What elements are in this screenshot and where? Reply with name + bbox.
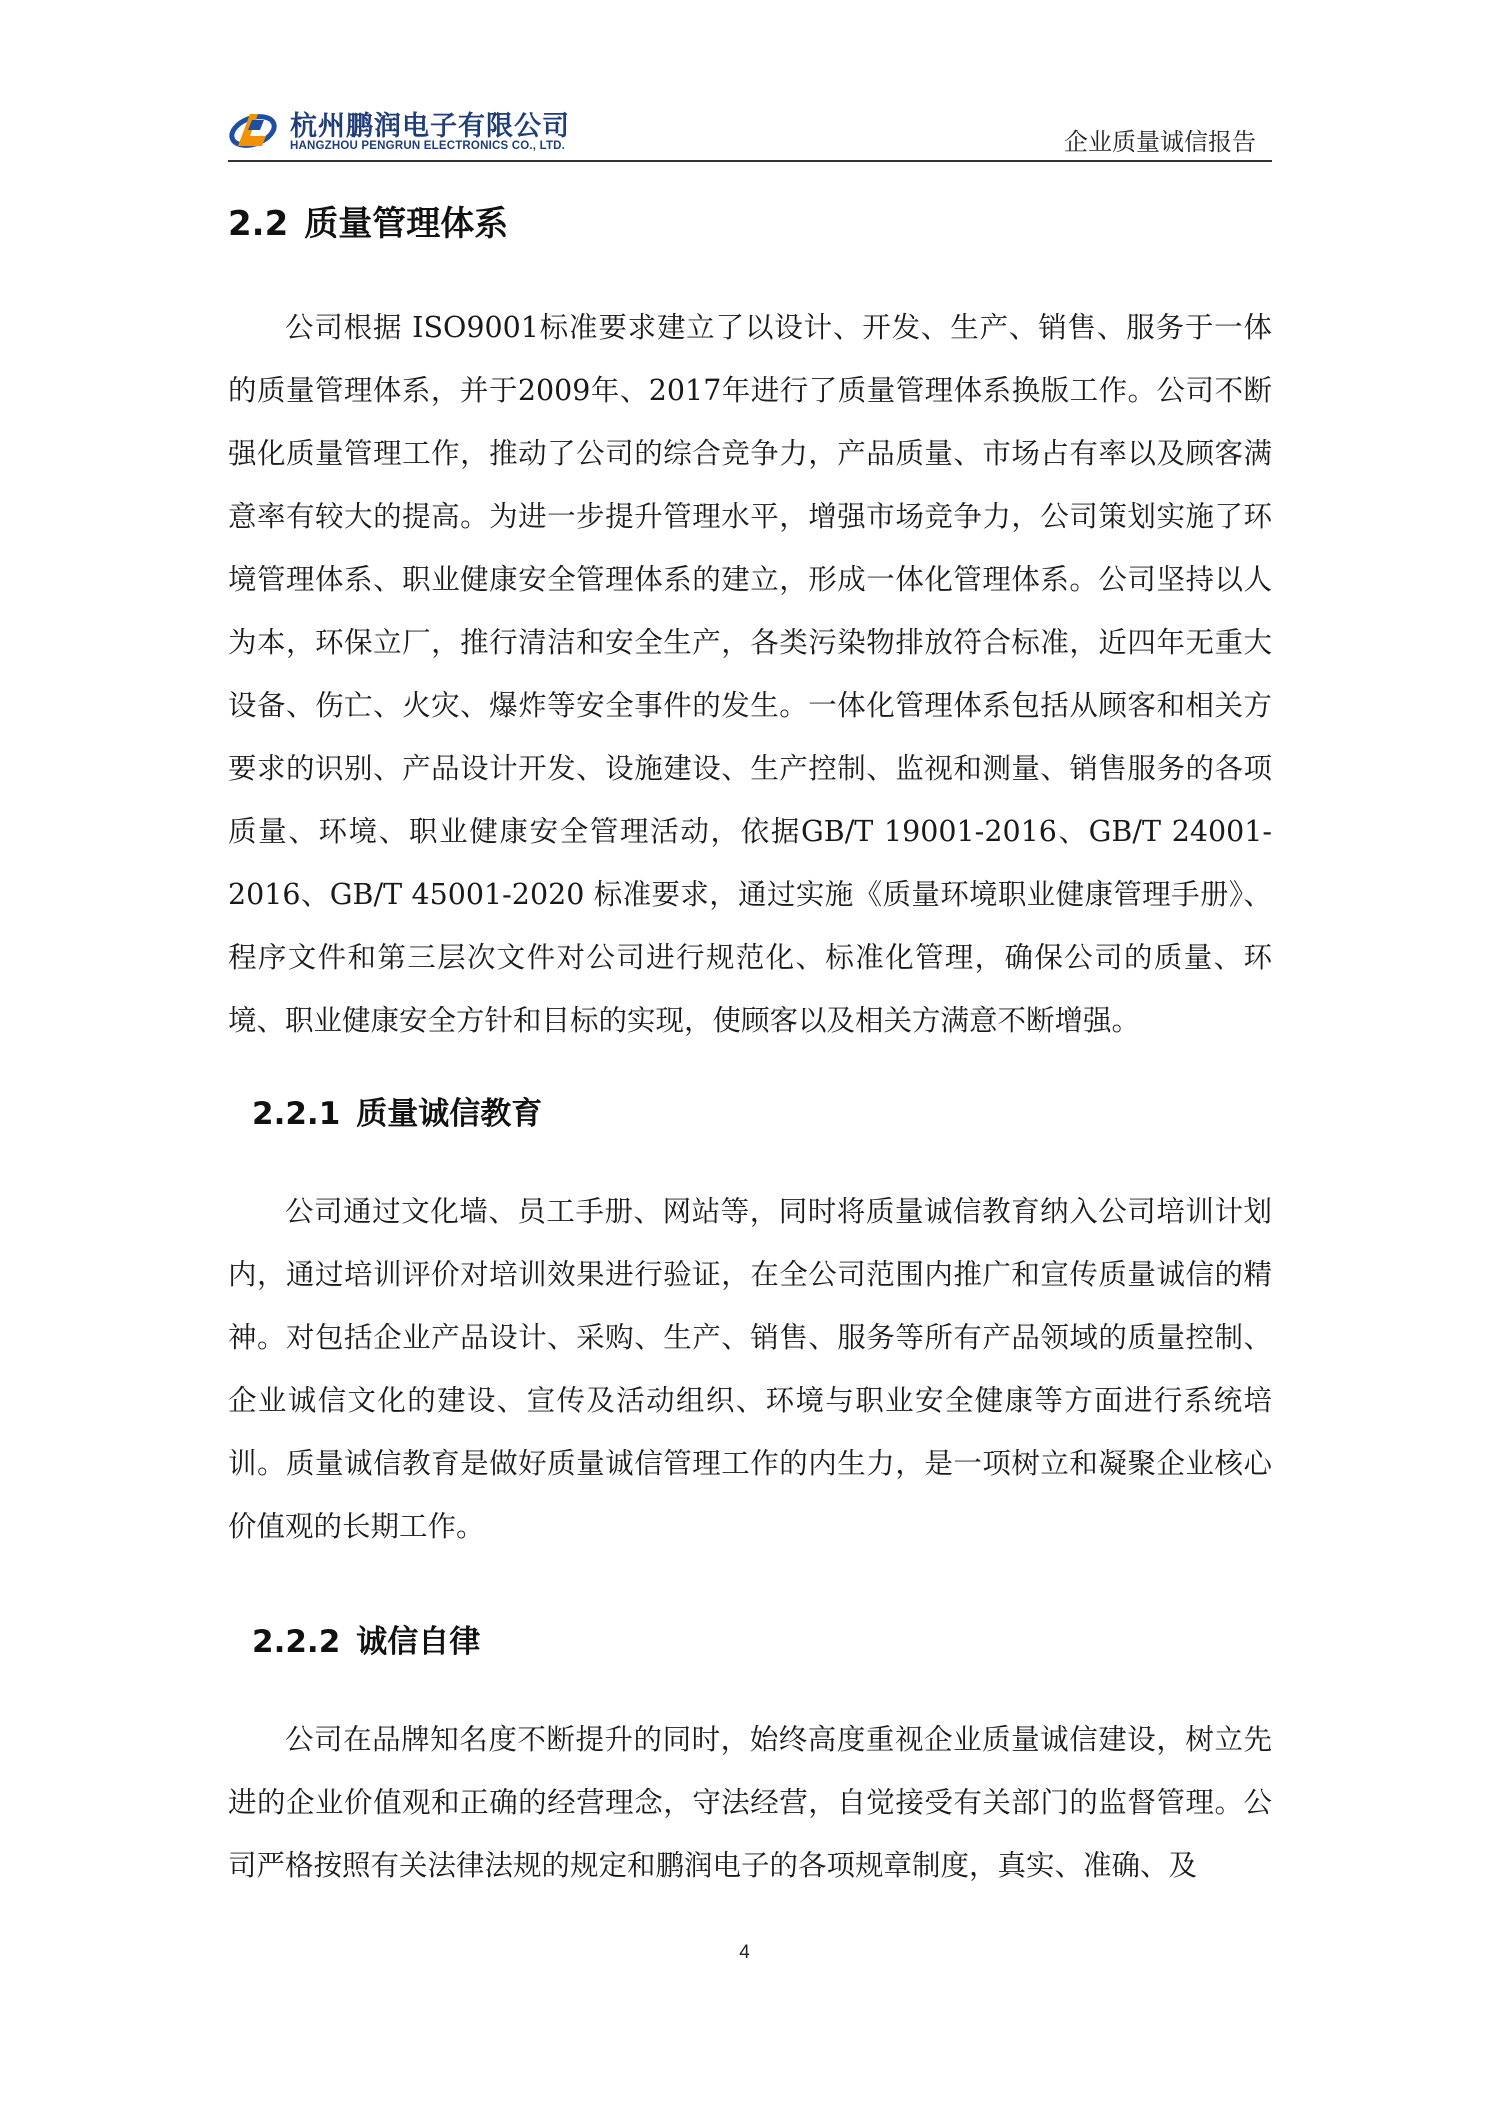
subsection-paragraph: 公司在品牌知名度不断提升的同时，始终高度重视企业质量诚信建设，树立先进的企业价值观和正确的经营理念，守法经营，自觉接受有关部门的监督管理。公司严格按照有关法律法规的规定和鹏润电子的各项规章制度，真实、准确、及 [228, 1723, 1272, 1882]
subsection-number: 2.2.2 [252, 1624, 341, 1660]
subsection-heading [252, 1616, 480, 1661]
subsection-title: 诚信自律 [356, 1624, 481, 1660]
header-divider [228, 160, 1272, 162]
subsection-number: 2.2.1 [252, 1096, 341, 1132]
report-title: 企业质量诚信报告 [1064, 128, 1256, 156]
company-logo-icon [228, 106, 278, 156]
subsection-paragraph: 公司通过文化墙、员工手册、网站等，同时将质量诚信教育纳入公司培训计划内，通过培训评价对培训效果进行验证，在全公司范围内推广和宣传质量诚信的精神。对包括企业产品设计、采购、生产、销售、服务等所有产品领域的质量控制、企业诚信文化的建设、宣传及活动组织、环境与职业安全健康等方面进行系统培训。质量诚信教育是做好质量诚信管理工作的内生力，是一项树立和凝聚企业核心价值观的长期工作。 [228, 1195, 1272, 1543]
page-header [228, 100, 1272, 162]
section-number: 2.2 [228, 204, 289, 244]
section-heading [228, 196, 508, 245]
section-paragraph: 公司根据 ISO9001标准要求建立了以设计、开发、生产、销售、服务于一体的质量管理体系，并于2009年、2017年进行了质量管理体系换版工作。公司不断强化质量管理工作，推动了公司的综合竞争力，产品质量、市场占有率以及顾客满意率有较大的提高。为进一步提升管理水平，增强市场竞争力，公司策划实施了环境管理体系、职业健康安全管理体系的建立，形成一体化管理体系。公司坚持以人为本，环保立厂，推行清洁和安全生产，各类污染物排放符合标准，近四年无重大设备、伤亡、火灾、爆炸等安全事件的发生。一体化管理体系包括从顾客和相关方要求的识别、产品设计开发、设施建设、生产控制、监视和测量、销售服务的各项质量、环境、职业健康安全管理活动，依据GB/T 19001-2016、GB/T 24001-2016、GB/T 45001-2020 标准要求，通过实施《质量环境职业健康管理手册》、程序文件和第三层次文件对公司进行规范化、标准化管理，确保公司的质量、环境、职业健康安全方针和目标的实现，使顾客以及相关方满意不断增强。 [228, 311, 1272, 1037]
subsection-heading [252, 1088, 542, 1133]
page-number: 4 [739, 1942, 750, 1963]
subsection-title: 质量诚信教育 [356, 1096, 543, 1132]
company-name-cn: 杭州鹏润电子有限公司 [290, 111, 570, 142]
section-title: 质量管理体系 [304, 204, 509, 244]
company-name-en: HANGZHOU PENGRUN ELECTRONICS CO., LTD. [290, 140, 566, 152]
